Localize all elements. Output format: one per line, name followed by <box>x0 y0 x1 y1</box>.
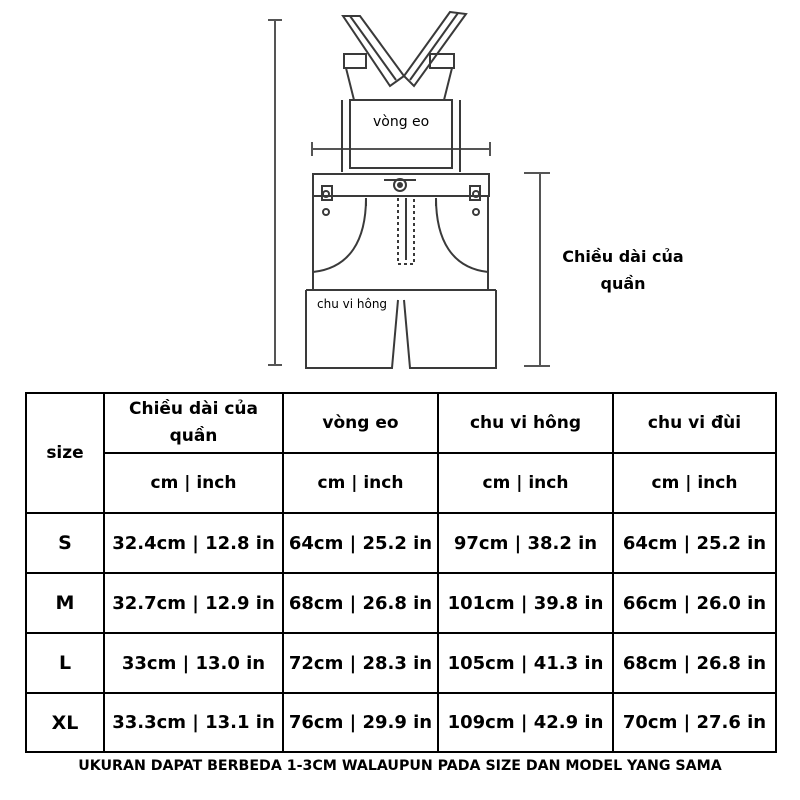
waist-label: vòng eo <box>373 114 430 130</box>
size-cell: M <box>26 573 104 633</box>
total-height-arrow <box>268 20 282 365</box>
thigh-cell: 66cm | 26.0 in <box>613 573 776 633</box>
header-row <box>26 393 776 453</box>
waist-arrow <box>312 142 490 156</box>
hip-cell: 105cm | 41.3 in <box>438 633 613 693</box>
shorts-body <box>313 196 488 290</box>
length-label <box>548 243 698 297</box>
length-cell: 33.3cm | 13.1 in <box>104 693 283 752</box>
hip-cell: 109cm | 42.9 in <box>438 693 613 752</box>
unit-cell: cm | inch <box>613 453 776 513</box>
hip-label: chu vi hông <box>317 297 388 311</box>
waist-cell: 72cm | 28.3 in <box>283 633 438 693</box>
unit-cell: cm | inch <box>104 453 283 513</box>
overalls-diagram <box>0 0 800 380</box>
unit-cell: cm | inch <box>283 453 438 513</box>
size-cell: L <box>26 633 104 693</box>
bib <box>350 100 452 168</box>
size-cell: S <box>26 513 104 573</box>
column-header-length-line2: quần <box>169 426 218 446</box>
table-row <box>26 513 776 573</box>
size-header: size <box>26 393 104 513</box>
table-row <box>26 573 776 633</box>
waist-cell: 68cm | 26.8 in <box>283 573 438 633</box>
unit-row <box>26 453 776 513</box>
waist-cell: 76cm | 29.9 in <box>283 693 438 752</box>
right-leg <box>404 290 496 368</box>
size-table <box>25 392 777 753</box>
column-header-length-line1: Chiều dài của <box>129 399 258 419</box>
column-header-length <box>104 393 283 453</box>
length-cell: 32.7cm | 12.9 in <box>104 573 283 633</box>
unit-cell: cm | inch <box>438 453 613 513</box>
thigh-cell: 68cm | 26.8 in <box>613 633 776 693</box>
column-header-hip: chu vi hông <box>438 393 613 453</box>
thigh-cell: 64cm | 25.2 in <box>613 513 776 573</box>
thigh-cell: 70cm | 27.6 in <box>613 693 776 752</box>
length-cell: 32.4cm | 12.8 in <box>104 513 283 573</box>
column-header-waist: vòng eo <box>283 393 438 453</box>
table-row <box>26 633 776 693</box>
length-cell: 33cm | 13.0 in <box>104 633 283 693</box>
table-row <box>26 693 776 752</box>
length-label-line2: quần <box>600 274 646 293</box>
column-header-thigh: chu vi đùi <box>613 393 776 453</box>
length-label-line1: Chiều dài của <box>562 247 684 266</box>
waist-cell: 64cm | 25.2 in <box>283 513 438 573</box>
hip-cell: 101cm | 39.8 in <box>438 573 613 633</box>
hip-cell: 97cm | 38.2 in <box>438 513 613 573</box>
left-strap <box>343 16 404 86</box>
size-disclaimer: UKURAN DAPAT BERBEDA 1-3CM WALAUPUN PADA SIZE DAN MODEL YANG SAMA <box>78 758 722 774</box>
length-arrow <box>524 173 550 366</box>
size-cell: XL <box>26 693 104 752</box>
